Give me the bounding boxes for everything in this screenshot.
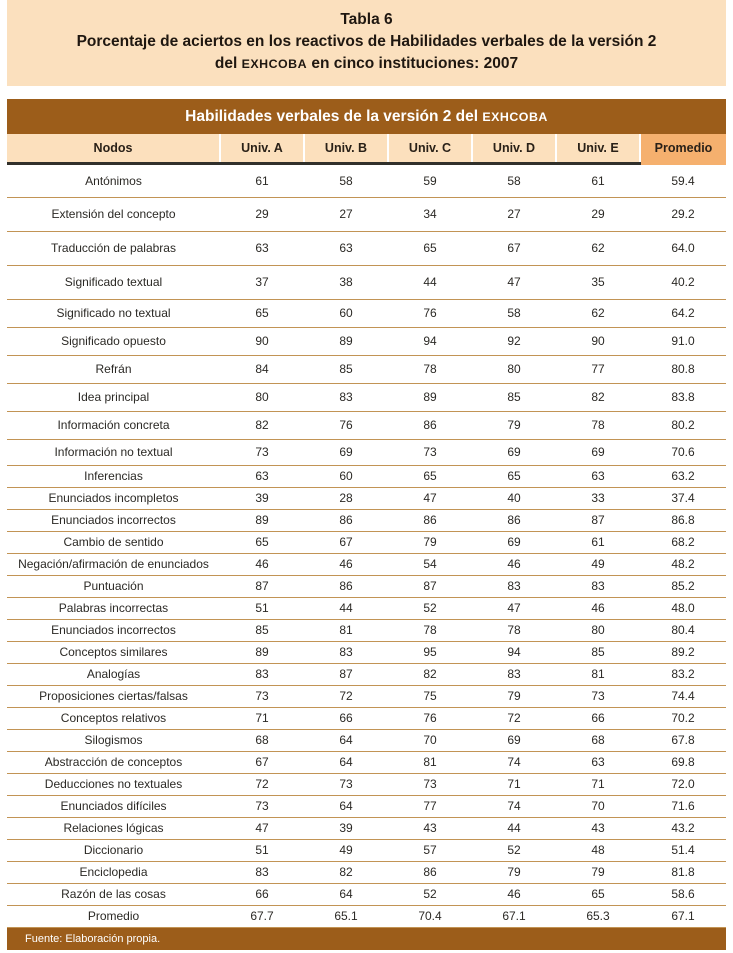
univ-value-cell: 65 [220,531,304,553]
univ-value-cell: 65.1 [304,905,388,927]
column-header-univ-c: Univ. C [388,134,472,163]
promedio-value-cell: 89.2 [640,641,726,663]
univ-value-cell: 27 [472,197,556,231]
univ-value-cell: 67.7 [220,905,304,927]
univ-value-cell: 47 [472,265,556,299]
univ-value-cell: 39 [220,487,304,509]
promedio-value-cell: 70.2 [640,707,726,729]
node-label-cell: Silogismos [7,729,220,751]
node-label-cell: Inferencias [7,465,220,487]
univ-value-cell: 63 [556,465,640,487]
univ-value-cell: 76 [304,411,388,439]
univ-value-cell: 38 [304,265,388,299]
promedio-value-cell: 51.4 [640,839,726,861]
table-title-line3 [21,53,712,75]
univ-value-cell: 57 [388,839,472,861]
source-note: Fuente: Elaboración propia. [7,928,726,950]
table-row [7,773,726,795]
univ-value-cell: 28 [304,487,388,509]
univ-value-cell: 89 [220,641,304,663]
univ-value-cell: 43 [388,817,472,839]
univ-value-cell: 35 [556,265,640,299]
univ-value-cell: 33 [556,487,640,509]
univ-value-cell: 77 [388,795,472,817]
univ-value-cell: 65 [220,299,304,327]
univ-value-cell: 89 [220,509,304,531]
univ-value-cell: 67 [220,751,304,773]
exhcoba-acronym: EXHCOBA [241,57,308,71]
univ-value-cell: 58 [472,163,556,197]
promedio-value-cell: 83.2 [640,663,726,685]
univ-value-cell: 89 [388,383,472,411]
column-header-univ-d: Univ. D [472,134,556,163]
promedio-value-cell: 68.2 [640,531,726,553]
node-label-cell: Refrán [7,355,220,383]
node-label-cell: Diccionario [7,839,220,861]
promedio-value-cell: 59.4 [640,163,726,197]
univ-value-cell: 63 [304,231,388,265]
promedio-value-cell: 63.2 [640,465,726,487]
node-label-cell: Idea principal [7,383,220,411]
univ-value-cell: 62 [556,231,640,265]
promedio-value-cell: 48.0 [640,597,726,619]
promedio-value-cell: 64.0 [640,231,726,265]
table-row [7,299,726,327]
univ-value-cell: 86 [304,509,388,531]
univ-value-cell: 94 [472,641,556,663]
univ-value-cell: 27 [304,197,388,231]
table-row [7,817,726,839]
univ-value-cell: 82 [304,861,388,883]
band-title-text: Habilidades verbales de la versión 2 del [185,108,483,125]
table-row [7,197,726,231]
univ-value-cell: 85 [304,355,388,383]
node-label-cell: Traducción de palabras [7,231,220,265]
univ-value-cell: 69 [556,439,640,465]
univ-value-cell: 87 [220,575,304,597]
univ-value-cell: 79 [472,411,556,439]
node-label-cell: Analogías [7,663,220,685]
univ-value-cell: 79 [472,861,556,883]
univ-value-cell: 73 [556,685,640,707]
table-row [7,729,726,751]
spacer [7,86,726,99]
univ-value-cell: 29 [220,197,304,231]
node-label-cell: Proposiciones ciertas/falsas [7,685,220,707]
univ-value-cell: 85 [220,619,304,641]
promedio-value-cell: 58.6 [640,883,726,905]
promedio-value-cell: 81.8 [640,861,726,883]
univ-value-cell: 66 [556,707,640,729]
univ-value-cell: 73 [220,439,304,465]
table-row [7,355,726,383]
node-label-cell: Enunciados incorrectos [7,509,220,531]
node-label-cell: Enunciados incorrectos [7,619,220,641]
univ-value-cell: 64 [304,751,388,773]
univ-value-cell: 78 [472,619,556,641]
univ-value-cell: 47 [220,817,304,839]
table-row [7,231,726,265]
univ-value-cell: 86 [304,575,388,597]
univ-value-cell: 83 [304,383,388,411]
table-row [7,795,726,817]
univ-value-cell: 61 [556,163,640,197]
column-header-univ-a: Univ. A [220,134,304,163]
univ-value-cell: 51 [220,597,304,619]
univ-value-cell: 51 [220,839,304,861]
promedio-value-cell: 29.2 [640,197,726,231]
table-row [7,487,726,509]
univ-value-cell: 44 [388,265,472,299]
band-exhcoba-acronym: EXHCOBA [482,110,548,124]
univ-value-cell: 69 [472,729,556,751]
promedio-value-cell: 70.6 [640,439,726,465]
node-label-cell: Cambio de sentido [7,531,220,553]
title-line3-before: del [214,55,242,72]
univ-value-cell: 47 [472,597,556,619]
column-header-promedio: Promedio [640,134,726,163]
node-label-cell: Enciclopedia [7,861,220,883]
univ-value-cell: 95 [388,641,472,663]
univ-value-cell: 86 [388,411,472,439]
column-header-univ-e: Univ. E [556,134,640,163]
node-label-cell: Conceptos similares [7,641,220,663]
univ-value-cell: 83 [220,663,304,685]
univ-value-cell: 70.4 [388,905,472,927]
summary-row [7,905,726,927]
univ-value-cell: 40 [472,487,556,509]
promedio-value-cell: 71.6 [640,795,726,817]
table-band-header [7,99,726,134]
univ-value-cell: 67 [304,531,388,553]
univ-value-cell: 39 [304,817,388,839]
univ-value-cell: 90 [220,327,304,355]
univ-value-cell: 29 [556,197,640,231]
univ-value-cell: 44 [472,817,556,839]
promedio-value-cell: 85.2 [640,575,726,597]
title-line3-after: en cinco instituciones: 2007 [307,55,519,72]
table-row [7,265,726,299]
promedio-value-cell: 91.0 [640,327,726,355]
univ-value-cell: 83 [556,575,640,597]
univ-value-cell: 54 [388,553,472,575]
table-row [7,861,726,883]
promedio-value-cell: 67.8 [640,729,726,751]
univ-value-cell: 63 [556,751,640,773]
table-row [7,839,726,861]
univ-value-cell: 90 [556,327,640,355]
promedio-value-cell: 80.2 [640,411,726,439]
promedio-value-cell: 69.8 [640,751,726,773]
univ-value-cell: 64 [304,883,388,905]
univ-value-cell: 68 [556,729,640,751]
table-row [7,509,726,531]
promedio-value-cell: 40.2 [640,265,726,299]
univ-value-cell: 46 [556,597,640,619]
univ-value-cell: 85 [472,383,556,411]
univ-value-cell: 85 [556,641,640,663]
promedio-value-cell: 86.8 [640,509,726,531]
univ-value-cell: 69 [472,531,556,553]
univ-value-cell: 78 [388,619,472,641]
column-header-univ-b: Univ. B [304,134,388,163]
univ-value-cell: 63 [220,231,304,265]
univ-value-cell: 47 [388,487,472,509]
node-label-cell: Antónimos [7,163,220,197]
univ-value-cell: 70 [556,795,640,817]
node-label-cell: Significado opuesto [7,327,220,355]
promedio-value-cell: 67.1 [640,905,726,927]
univ-value-cell: 58 [472,299,556,327]
univ-value-cell: 61 [220,163,304,197]
univ-value-cell: 83 [220,861,304,883]
univ-value-cell: 73 [220,795,304,817]
univ-value-cell: 62 [556,299,640,327]
univ-value-cell: 83 [472,663,556,685]
univ-value-cell: 46 [472,883,556,905]
univ-value-cell: 65.3 [556,905,640,927]
univ-value-cell: 76 [388,299,472,327]
univ-value-cell: 70 [388,729,472,751]
table-row [7,531,726,553]
univ-value-cell: 78 [388,355,472,383]
univ-value-cell: 52 [388,883,472,905]
univ-value-cell: 74 [472,751,556,773]
univ-value-cell: 72 [472,707,556,729]
univ-value-cell: 60 [304,465,388,487]
node-label-cell: Significado textual [7,265,220,299]
univ-value-cell: 79 [388,531,472,553]
univ-value-cell: 72 [304,685,388,707]
table-row [7,751,726,773]
table-row [7,641,726,663]
univ-value-cell: 69 [472,439,556,465]
univ-value-cell: 83 [472,575,556,597]
univ-value-cell: 64 [304,795,388,817]
node-label-cell: Extensión del concepto [7,197,220,231]
univ-value-cell: 80 [556,619,640,641]
univ-value-cell: 48 [556,839,640,861]
univ-value-cell: 82 [388,663,472,685]
univ-value-cell: 87 [556,509,640,531]
promedio-value-cell: 80.8 [640,355,726,383]
univ-value-cell: 52 [388,597,472,619]
univ-value-cell: 65 [556,883,640,905]
node-label-cell: Palabras incorrectas [7,597,220,619]
univ-value-cell: 81 [388,751,472,773]
univ-value-cell: 79 [472,685,556,707]
table-body [7,163,726,927]
univ-value-cell: 34 [388,197,472,231]
univ-value-cell: 73 [304,773,388,795]
univ-value-cell: 73 [220,685,304,707]
univ-value-cell: 76 [388,707,472,729]
table-row [7,383,726,411]
univ-value-cell: 65 [472,465,556,487]
node-label-cell: Negación/afirmación de enunciados [7,553,220,575]
node-label-cell: Información no textual [7,439,220,465]
node-label-cell: Conceptos relativos [7,707,220,729]
promedio-value-cell: 64.2 [640,299,726,327]
promedio-value-cell: 74.4 [640,685,726,707]
table-row [7,465,726,487]
univ-value-cell: 78 [556,411,640,439]
univ-value-cell: 80 [220,383,304,411]
promedio-value-cell: 83.8 [640,383,726,411]
univ-value-cell: 49 [304,839,388,861]
univ-value-cell: 87 [304,663,388,685]
univ-value-cell: 61 [556,531,640,553]
table-row [7,883,726,905]
table-header-row [7,134,726,163]
univ-value-cell: 66 [220,883,304,905]
univ-value-cell: 60 [304,299,388,327]
univ-value-cell: 64 [304,729,388,751]
univ-value-cell: 81 [556,663,640,685]
table-title-line2: Porcentaje de aciertos en los reactivos de Habilidades verbales de la versión 2 [76,33,657,50]
node-label-cell: Enunciados incompletos [7,487,220,509]
univ-value-cell: 67.1 [472,905,556,927]
univ-value-cell: 46 [472,553,556,575]
table-row [7,163,726,197]
univ-value-cell: 73 [388,439,472,465]
univ-value-cell: 68 [220,729,304,751]
node-label-cell: Relaciones lógicas [7,817,220,839]
node-label-cell: Información concreta [7,411,220,439]
univ-value-cell: 67 [472,231,556,265]
univ-value-cell: 37 [220,265,304,299]
table-row [7,663,726,685]
univ-value-cell: 46 [304,553,388,575]
univ-value-cell: 58 [304,163,388,197]
univ-value-cell: 87 [388,575,472,597]
univ-value-cell: 74 [472,795,556,817]
node-label-cell: Promedio [7,905,220,927]
data-table [7,134,726,928]
univ-value-cell: 86 [472,509,556,531]
node-label-cell: Puntuación [7,575,220,597]
table-row [7,685,726,707]
table-row [7,619,726,641]
table-caption-block [7,0,726,86]
univ-value-cell: 63 [220,465,304,487]
table-row [7,597,726,619]
univ-value-cell: 79 [556,861,640,883]
univ-value-cell: 92 [472,327,556,355]
univ-value-cell: 83 [304,641,388,663]
univ-value-cell: 84 [220,355,304,383]
univ-value-cell: 49 [556,553,640,575]
univ-value-cell: 73 [388,773,472,795]
univ-value-cell: 86 [388,861,472,883]
table-row [7,707,726,729]
promedio-value-cell: 48.2 [640,553,726,575]
univ-value-cell: 75 [388,685,472,707]
univ-value-cell: 43 [556,817,640,839]
node-label-cell: Significado no textual [7,299,220,327]
univ-value-cell: 59 [388,163,472,197]
univ-value-cell: 52 [472,839,556,861]
node-label-cell: Razón de las cosas [7,883,220,905]
univ-value-cell: 82 [220,411,304,439]
table-number: Tabla 6 [340,11,393,28]
univ-value-cell: 71 [556,773,640,795]
table-row [7,411,726,439]
univ-value-cell: 81 [304,619,388,641]
table-row [7,575,726,597]
univ-value-cell: 71 [472,773,556,795]
univ-value-cell: 72 [220,773,304,795]
table-row [7,327,726,355]
promedio-value-cell: 43.2 [640,817,726,839]
univ-value-cell: 66 [304,707,388,729]
univ-value-cell: 71 [220,707,304,729]
univ-value-cell: 65 [388,465,472,487]
promedio-value-cell: 37.4 [640,487,726,509]
univ-value-cell: 44 [304,597,388,619]
univ-value-cell: 69 [304,439,388,465]
univ-value-cell: 94 [388,327,472,355]
univ-value-cell: 86 [388,509,472,531]
univ-value-cell: 65 [388,231,472,265]
univ-value-cell: 80 [472,355,556,383]
promedio-value-cell: 72.0 [640,773,726,795]
univ-value-cell: 82 [556,383,640,411]
node-label-cell: Deducciones no textuales [7,773,220,795]
univ-value-cell: 77 [556,355,640,383]
node-label-cell: Enunciados difíciles [7,795,220,817]
node-label-cell: Abstracción de conceptos [7,751,220,773]
univ-value-cell: 89 [304,327,388,355]
table-row [7,553,726,575]
column-header-nodos: Nodos [7,134,220,163]
promedio-value-cell: 80.4 [640,619,726,641]
table-row [7,439,726,465]
univ-value-cell: 46 [220,553,304,575]
